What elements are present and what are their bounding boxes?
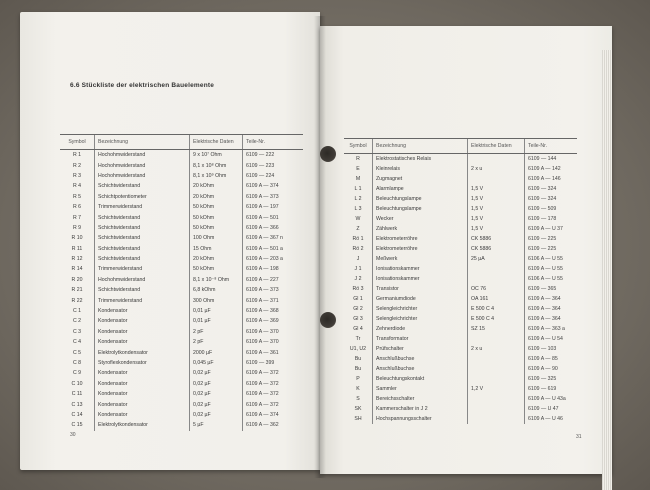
cell-electrical-data: SZ 15 [468, 324, 525, 334]
page-heading: 6.6 Stückliste der elektrischen Bauelemente [70, 82, 215, 89]
col-header-part-number: Teile-Nr. [525, 139, 578, 154]
cell-electrical-data: 1,5 V [468, 204, 525, 214]
cell-symbol: C 3 [72, 328, 82, 335]
cell-part-number: 6109 A — 85 [525, 354, 578, 364]
cell-electrical-data: 50 kOhm [190, 223, 243, 233]
table-row [60, 306, 303, 316]
cell-symbol: Gl 4 [353, 326, 363, 332]
cell-symbol: C 11 [71, 391, 83, 398]
cell-part-number: 6109 A — U 37 [525, 224, 578, 234]
cell-symbol: J 2 [354, 276, 362, 282]
page-stack-edge [602, 50, 612, 490]
cell-symbol: R 9 [72, 224, 82, 231]
cell-part-number: 6109 A — 501 a [243, 244, 304, 254]
cell-description: Kleinrelais [373, 164, 468, 174]
cell-part-number: 6106 A — U 55 [525, 274, 578, 284]
table-row [60, 181, 303, 191]
cell-electrical-data: OC 76 [468, 284, 525, 294]
col-header-electrical-data: Elektrische Daten [190, 135, 243, 150]
cell-part-number: 6109 A — 369 [243, 316, 304, 326]
cell-part-number: 6109 — 224 [243, 171, 304, 181]
table-row [344, 194, 577, 204]
cell-part-number: 6109 A — 142 [525, 164, 578, 174]
cell-part-number: 6106 A — U 55 [525, 254, 578, 264]
cell-electrical-data: 6,8 kOhm [190, 285, 243, 295]
table-row [344, 354, 577, 364]
cell-description: Beleuchtungslampe [373, 194, 468, 204]
cell-symbol: R 6 [72, 204, 82, 211]
cell-description: Elektrometerröhre [373, 234, 468, 244]
cell-electrical-data: 2 x u [468, 164, 525, 174]
cell-part-number: 6109 A — 501 [243, 212, 304, 222]
cell-part-number: 6109 A — 372 [243, 379, 304, 389]
cell-symbol: R 10 [71, 235, 83, 242]
cell-description: Selengleichrichter [373, 304, 468, 314]
cell-part-number: 6109 A — 367 n [243, 233, 304, 243]
table-row [344, 184, 577, 194]
cell-symbol: R 3 [72, 172, 82, 179]
cell-electrical-data [468, 414, 525, 424]
cell-symbol: C 1 [72, 308, 82, 315]
cell-part-number: 6109 — 509 [525, 204, 578, 214]
cell-symbol: R 20 [71, 276, 83, 283]
cell-description: Trimmerwiderstand [95, 264, 190, 274]
cell-description: Kondensator [95, 306, 190, 316]
table-row [60, 223, 303, 233]
table-row [60, 202, 303, 212]
cell-part-number: 6109 A — 227 [243, 275, 304, 285]
cell-description: Selengleichrichter [373, 314, 468, 324]
cell-description: Elektrometerröhre [373, 244, 468, 254]
table-row [60, 171, 303, 181]
cell-symbol: K [356, 386, 360, 392]
cell-part-number: 6109 A — 366 [243, 223, 304, 233]
cell-description: Ionisationskammer [373, 274, 468, 284]
cell-electrical-data: 9 x 10⁷ Ohm [190, 150, 243, 161]
open-booklet [8, 12, 620, 482]
table-row [60, 347, 303, 357]
col-header-description: Bezeichnung [373, 139, 468, 154]
cell-electrical-data: 0,02 µF [190, 399, 243, 409]
cell-description: Kammerschalter in J 2 [373, 404, 468, 414]
cell-description: Schichtwiderstand [95, 223, 190, 233]
cell-electrical-data [468, 364, 525, 374]
cell-description: Elektrolytkondensator [95, 347, 190, 357]
cell-symbol: R 22 [71, 297, 83, 304]
cell-symbol: SK [354, 406, 362, 412]
cell-electrical-data: 1,2 V [468, 384, 525, 394]
cell-description: Alarmlampe [373, 184, 468, 194]
cell-electrical-data: 1,5 V [468, 184, 525, 194]
col-header-description: Bezeichnung [95, 135, 190, 150]
cell-electrical-data [468, 274, 525, 284]
table-row [60, 275, 303, 285]
table-row [60, 399, 303, 409]
cell-electrical-data [468, 334, 525, 344]
cell-symbol: C 15 [71, 422, 83, 429]
cell-symbol: L 1 [354, 186, 362, 192]
left-page [20, 12, 320, 470]
table-row [344, 224, 577, 234]
cell-part-number: 6109 A — 372 [243, 399, 304, 409]
cell-description: Transistor [373, 284, 468, 294]
cell-part-number: 6109 A — 373 [243, 192, 304, 202]
cell-description: Schichtwiderstand [95, 233, 190, 243]
cell-electrical-data: 50 kOhm [190, 202, 243, 212]
cell-electrical-data: 2 x u [468, 344, 525, 354]
cell-electrical-data: 8,1 x 10⁸ Ohm [190, 160, 243, 170]
cell-description: Kondensator [95, 368, 190, 378]
cell-description: Schichtwiderstand [95, 212, 190, 222]
cell-symbol: R 21 [71, 287, 83, 294]
cell-part-number: 6109 A — U 54 [525, 334, 578, 344]
table-row [60, 244, 303, 254]
cell-electrical-data: 1,5 V [468, 194, 525, 204]
cell-electrical-data: 5 µF [190, 420, 243, 430]
table-row [344, 244, 577, 254]
cell-description: Trimmerwiderstand [95, 295, 190, 305]
table-row [344, 254, 577, 264]
cell-part-number: 6109 A — 370 [243, 337, 304, 347]
table-row [344, 384, 577, 394]
cell-part-number: 6109 — 144 [525, 154, 578, 165]
cell-symbol: C 4 [72, 339, 82, 346]
cell-description: Schichtpotentiometer [95, 192, 190, 202]
cell-electrical-data: 20 kOhm [190, 181, 243, 191]
cell-part-number: 6109 A — 364 [525, 294, 578, 304]
table-row [344, 304, 577, 314]
table-row [60, 264, 303, 274]
table-row [344, 324, 577, 334]
cell-symbol: Gl 2 [353, 306, 363, 312]
cell-symbol: C 5 [72, 349, 82, 356]
cell-symbol: SH [354, 416, 362, 422]
cell-part-number: 6109 A — 368 [243, 306, 304, 316]
cell-part-number: 6109 A — U 46 [525, 414, 578, 424]
table-row [344, 414, 577, 424]
cell-symbol: J 1 [354, 266, 362, 272]
table-header-row [60, 135, 303, 150]
cell-part-number: 6109 — 324 [525, 184, 578, 194]
cell-description: Schichtwiderstand [95, 254, 190, 264]
cell-description: Bereichsschalter [373, 394, 468, 404]
cell-symbol: Tr [355, 336, 361, 342]
cell-description: Beleuchtungslampe [373, 204, 468, 214]
cell-electrical-data [468, 374, 525, 384]
cell-description: Elektrolytkondensator [95, 420, 190, 430]
cell-electrical-data: CK 5886 [468, 234, 525, 244]
cell-part-number: 6109 A — 373 [243, 285, 304, 295]
cell-electrical-data: 20 kOhm [190, 254, 243, 264]
cell-description: Anschlußbuchse [373, 364, 468, 374]
right-parts-table [344, 138, 577, 424]
cell-description: Meßwerk [373, 254, 468, 264]
cell-electrical-data: 0,02 µF [190, 379, 243, 389]
cell-symbol: R 2 [72, 162, 82, 169]
cell-electrical-data [468, 174, 525, 184]
cell-part-number: 6109 — 225 [525, 234, 578, 244]
cell-symbol: C 14 [71, 411, 83, 418]
cell-description: Anschlußbuchse [373, 354, 468, 364]
cell-symbol: R 4 [72, 183, 82, 190]
cell-part-number: 6109 — 324 [525, 194, 578, 204]
cell-description: Schichtwiderstand [95, 244, 190, 254]
right-page [320, 26, 612, 474]
table-row [60, 285, 303, 295]
table-row [60, 295, 303, 305]
cell-symbol: W [355, 216, 361, 222]
cell-electrical-data: CK 5886 [468, 244, 525, 254]
cell-part-number: 6109 — 222 [243, 150, 304, 161]
cell-description: Ionisationskammer [373, 264, 468, 274]
cell-electrical-data: 2000 µF [190, 347, 243, 357]
table-row [60, 368, 303, 378]
cell-symbol: R 5 [72, 193, 82, 200]
punch-hole-top [320, 146, 336, 162]
cell-symbol: R 1 [72, 152, 82, 159]
cell-part-number: 6109 A — 364 [525, 314, 578, 324]
table-row [344, 204, 577, 214]
table-row [344, 334, 577, 344]
cell-electrical-data [468, 264, 525, 274]
cell-part-number: 6109 A — 197 [243, 202, 304, 212]
cell-symbol: C 2 [72, 318, 82, 325]
cell-symbol: R 14 [71, 266, 83, 273]
cell-electrical-data: 50 kOhm [190, 212, 243, 222]
cell-symbol: L 3 [354, 206, 362, 212]
cell-part-number: 6109 — 178 [525, 214, 578, 224]
table-row [344, 394, 577, 404]
cell-electrical-data [468, 354, 525, 364]
cell-electrical-data: 20 kOhm [190, 192, 243, 202]
cell-part-number: 6109 A — 364 [525, 304, 578, 314]
cell-symbol: R [356, 156, 360, 162]
table-row [344, 234, 577, 244]
cell-electrical-data: 2 pF [190, 327, 243, 337]
cell-electrical-data: 1,5 V [468, 214, 525, 224]
cell-part-number: 6109 — 103 [525, 344, 578, 354]
cell-part-number: 6109 — 619 [525, 384, 578, 394]
col-header-electrical-data: Elektrische Daten [468, 139, 525, 154]
cell-description: Hochohmwiderstand [95, 275, 190, 285]
cell-description: Beleuchtungskontakt [373, 374, 468, 384]
cell-description: Sammler [373, 384, 468, 394]
cell-symbol: Gl 1 [353, 296, 363, 302]
table-row [60, 327, 303, 337]
cell-electrical-data: 0,045 µF [190, 358, 243, 368]
cell-symbol: C 10 [71, 380, 83, 387]
table-row [60, 410, 303, 420]
cell-electrical-data: 0,02 µF [190, 389, 243, 399]
cell-symbol: C 13 [71, 401, 83, 408]
cell-description: Germaniumdiode [373, 294, 468, 304]
left-parts-table [60, 134, 303, 431]
cell-description: Kondensator [95, 399, 190, 409]
cell-part-number: 6109 A — 374 [243, 181, 304, 191]
page-number-left: 30 [70, 432, 76, 438]
cell-description: Zugmagnet [373, 174, 468, 184]
cell-part-number: 6109 A — 203 a [243, 254, 304, 264]
table-row [60, 192, 303, 202]
cell-electrical-data: E 500 C 4 [468, 304, 525, 314]
table-row [60, 160, 303, 170]
cell-description: Transformator [373, 334, 468, 344]
punch-hole-bottom [320, 312, 336, 328]
cell-part-number: 6109 A — 372 [243, 368, 304, 378]
cell-electrical-data [468, 404, 525, 414]
cell-electrical-data: 300 Ohm [190, 295, 243, 305]
table-row [344, 314, 577, 324]
cell-symbol: S [356, 396, 360, 402]
cell-symbol: E [356, 166, 360, 172]
table-row [60, 233, 303, 243]
page-number-right: 31 [576, 434, 582, 440]
table-row [60, 254, 303, 264]
cell-description: Styroflexkondensator [95, 358, 190, 368]
cell-symbol: P [356, 376, 360, 382]
table-header-row [344, 139, 577, 154]
table-row [60, 358, 303, 368]
cell-description: Hochohmwiderstand [95, 160, 190, 170]
table-row [60, 389, 303, 399]
cell-part-number: 6109 A — U 43a [525, 394, 578, 404]
cell-symbol: R 12 [71, 256, 83, 263]
cell-description: Zählwerk [373, 224, 468, 234]
cell-part-number: 6109 — 399 [243, 358, 304, 368]
cell-description: Kondensator [95, 327, 190, 337]
cell-electrical-data: E 500 C 4 [468, 314, 525, 324]
cell-electrical-data [468, 394, 525, 404]
col-header-symbol: Symbol [60, 135, 95, 150]
cell-part-number: 6109 A — 370 [243, 327, 304, 337]
cell-part-number: 6109 — U 47 [525, 404, 578, 414]
cell-part-number: 6109 A — 90 [525, 364, 578, 374]
cell-part-number: 6109 A — 372 [243, 389, 304, 399]
cell-description: Elektrostatisches Relais [373, 154, 468, 165]
cell-description: Kondensator [95, 410, 190, 420]
table-row [344, 214, 577, 224]
cell-symbol: C 8 [72, 360, 82, 366]
cell-symbol: C 9 [72, 370, 82, 377]
cell-symbol: Bu [354, 356, 362, 362]
cell-description: Kondensator [95, 316, 190, 326]
cell-symbol: Rö 2 [352, 246, 364, 252]
cell-symbol: J [356, 256, 360, 262]
cell-part-number: 6109 — 325 [525, 374, 578, 384]
cell-electrical-data: 8,1 x 10⁻⁸ Ohm [190, 275, 243, 285]
col-header-symbol: Symbol [344, 139, 373, 154]
table-row [344, 174, 577, 184]
cell-description: Kondensator [95, 379, 190, 389]
table-row [344, 164, 577, 174]
cell-description: Trimmerwiderstand [95, 202, 190, 212]
table-row [344, 404, 577, 414]
cell-description: Hochohmwiderstand [95, 171, 190, 181]
table-row [344, 274, 577, 284]
table-row [344, 374, 577, 384]
table-row [60, 212, 303, 222]
table-row [60, 316, 303, 326]
cell-part-number: 6109 A — U 55 [525, 264, 578, 274]
cell-description: Prüfschalter [373, 344, 468, 354]
cell-symbol: M [355, 176, 361, 182]
cell-part-number: 6109 — 225 [525, 244, 578, 254]
cell-electrical-data [468, 154, 525, 165]
cell-symbol: Rö 1 [352, 236, 364, 242]
cell-part-number: 6109 — 223 [243, 160, 304, 170]
cell-part-number: 6109 — 365 [525, 284, 578, 294]
table-row [344, 364, 577, 374]
cell-description: Wecker [373, 214, 468, 224]
book-gutter [314, 16, 326, 478]
table-row [60, 337, 303, 347]
table-row [344, 284, 577, 294]
cell-description: Schichtwiderstand [95, 181, 190, 191]
cell-symbol: R 11 [71, 245, 83, 252]
cell-symbol: Bu [354, 366, 362, 372]
cell-symbol: Rö 3 [352, 286, 364, 292]
left-table-body [60, 150, 303, 431]
cell-electrical-data: 1,5 V [468, 224, 525, 234]
cell-electrical-data: 0,01 µF [190, 316, 243, 326]
table-row [60, 379, 303, 389]
table-row [344, 344, 577, 354]
table-row [344, 264, 577, 274]
cell-part-number: 6109 A — 198 [243, 264, 304, 274]
cell-part-number: 6109 A — 146 [525, 174, 578, 184]
table-row [344, 154, 577, 165]
cell-description: Kondensator [95, 389, 190, 399]
cell-part-number: 6109 A — 361 [243, 347, 304, 357]
table-row [60, 150, 303, 161]
cell-part-number: 6109 A — 371 [243, 295, 304, 305]
cell-electrical-data: 0,02 µF [190, 368, 243, 378]
cell-electrical-data: 25 µA [468, 254, 525, 264]
cell-description: Hochohmwiderstand [95, 150, 190, 161]
cell-symbol: R 7 [72, 214, 82, 221]
cell-electrical-data: 0,02 µF [190, 410, 243, 420]
cell-electrical-data: 8,1 x 10⁹ Ohm [190, 171, 243, 181]
cell-part-number: 6109 A — 363 a [525, 324, 578, 334]
cell-part-number: 6109 A — 362 [243, 420, 304, 430]
cell-electrical-data: 2 pF [190, 337, 243, 347]
table-row [60, 420, 303, 430]
cell-part-number: 6109 A — 374 [243, 410, 304, 420]
cell-electrical-data: 0,01 µF [190, 306, 243, 316]
cell-description: Zehnerdiode [373, 324, 468, 334]
cell-electrical-data: 50 kOhm [190, 264, 243, 274]
cell-description: Kondensator [95, 337, 190, 347]
cell-symbol: Gl 3 [353, 316, 363, 322]
table-row [344, 294, 577, 304]
cell-description: Schichtwiderstand [95, 285, 190, 295]
cell-description: Hochspannungsschalter [373, 414, 468, 424]
cell-electrical-data: OA 161 [468, 294, 525, 304]
cell-symbol: U1, U2 [349, 346, 367, 352]
cell-symbol: L 2 [354, 196, 362, 202]
cell-electrical-data: 100 Ohm [190, 233, 243, 243]
cell-symbol: Z [356, 226, 360, 232]
col-header-part-number: Teile-Nr. [243, 135, 304, 150]
cell-electrical-data: 15 Ohm [190, 244, 243, 254]
right-table-body [344, 154, 577, 425]
